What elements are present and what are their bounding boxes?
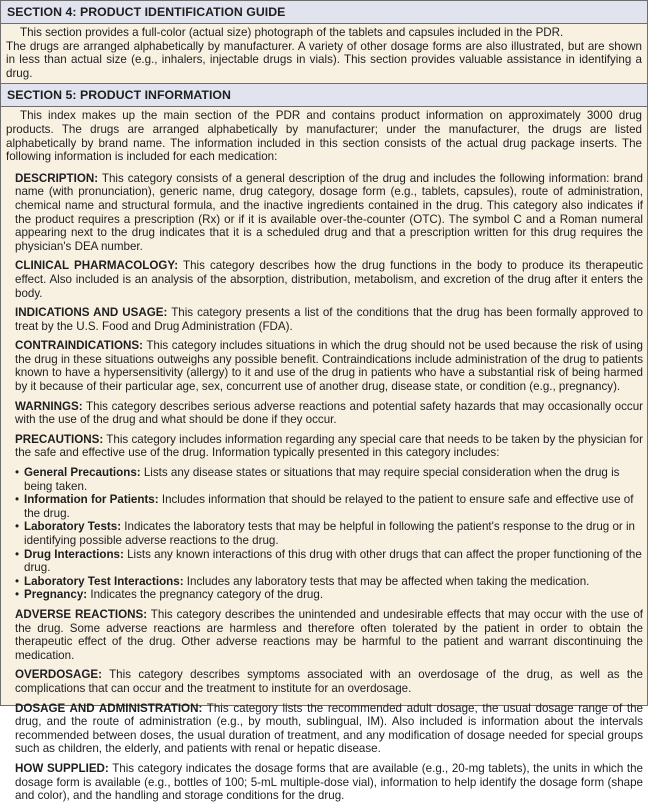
bullet-icon: • xyxy=(15,588,20,602)
entry-contraindications xyxy=(15,339,643,393)
precaution-term: Information for Patients: xyxy=(24,493,159,507)
precaution-text: Lists any known interactions of this drug with other drugs that can affect the proper functioning of the drug. xyxy=(24,547,642,575)
entry-text: This category indicates the dosage forms that are available (e.g., 20-mg tablets), the units in which the dosage form is available (e.g., bottles of 100; 5-mL multiple-dose vial), information to help identify the dosage form (shape and color), and the handling and storage conditions for the drug. xyxy=(15,761,643,803)
section-5-entries xyxy=(1,167,647,803)
precaution-text: Indicates the pregnancy category of the drug. xyxy=(87,588,324,602)
bullet-icon: • xyxy=(15,574,20,588)
precaution-term: Laboratory Test Interactions: xyxy=(24,574,184,588)
entry-text: This category describes how the drug functions in the body to produce its therapeutic effect. Also included is an analysis of the absorption, distribution, metabolism, and excretion of the drug after it enters the body. xyxy=(15,259,644,300)
entry-indications-and-usage xyxy=(15,306,643,333)
precaution-item xyxy=(15,575,643,589)
precaution-item xyxy=(15,493,643,520)
entry-text: This category consists of a general description of the drug and includes the following information: brand name (with pronunciation), generic name, drug category, dosage form (e.g., tablets, capsules), route of administration, chemical name and structural formula, and the inactive ingredients contained in the drug. This category also indicates if the product requires a prescription (Rx) or if it is available over-the-counter (OTC). The symbol C and a Roman numeral appearing next to the drug indicates that it is a scheduled drug and that a prescription written for this drug requires the physician's DEA number. xyxy=(15,171,643,253)
precaution-text: Includes any laboratory tests that may be affected when taking the medication. xyxy=(183,574,590,588)
entry-term: DESCRIPTION: xyxy=(15,171,99,185)
section-4-body xyxy=(1,24,647,83)
precautions-list xyxy=(15,466,643,602)
entry-text: This category lists the recommended adult dosage, the usual dosage range of the drug, and the route of administration (e.g., by mouth, sublingual, IM). Also included is information about the intervals recommended between doses, the usual duration of treatment, and any modification of dosage needed for special groups such as children, the elderly, and patients with renal or hepatic disease. xyxy=(15,701,643,756)
entry-term: INDICATIONS AND USAGE: xyxy=(15,306,168,320)
bullet-icon: • xyxy=(15,547,20,561)
bullet-icon: • xyxy=(15,493,20,507)
precaution-item xyxy=(15,520,643,547)
bullet-icon: • xyxy=(15,466,20,480)
section-5-intro-block xyxy=(1,107,647,166)
entry-term: WARNINGS: xyxy=(15,399,83,413)
entry-term: DOSAGE AND ADMINISTRATION: xyxy=(15,701,203,715)
precaution-item xyxy=(15,466,643,493)
entry-text: This category includes situations in which the drug should not be used because the risk of using the drug in these situations outweighs any possible benefit. Contraindications include administration of the drug to patients known to have a hypersensitivity (allergy) to it and use of the drug in patients who have a substantial risk of being harmed by it because of their particular age, sex, concurrent use of another drug, disease state, or condition (e.g., pregnancy). xyxy=(15,339,643,394)
entry-text: This category presents a list of the conditions that the drug has been formally approved to treat by the U.S. Food and Drug Administration (FDA). xyxy=(15,306,643,333)
bullet-icon: • xyxy=(15,520,20,534)
entry-text: This category describes symptoms associated with an overdosage of the drug, as well as the complications that can occur and the treatment to institute for an overdosage. xyxy=(15,668,643,695)
entry-how-supplied xyxy=(15,762,643,803)
entry-text: This category includes information regarding any special care that needs to be taken by the physician for the safe and effective use of the drug. Information typically presented in this category includes: xyxy=(15,432,643,460)
precaution-text: Includes information that should be relayed to the patient to ensure safe and effective use of the drug. xyxy=(24,493,634,520)
precaution-term: Drug Interactions: xyxy=(24,547,124,561)
precaution-item xyxy=(15,588,643,602)
entry-clinical-pharmacology xyxy=(15,259,643,300)
precaution-item xyxy=(15,548,643,575)
entry-term: CONTRAINDICATIONS: xyxy=(15,339,143,353)
entry-term: CLINICAL PHARMACOLOGY: xyxy=(15,259,179,273)
precaution-term: Pregnancy: xyxy=(24,588,88,602)
entry-term: ADVERSE REACTIONS: xyxy=(15,607,148,621)
entry-overdosage xyxy=(15,668,643,695)
section-5-heading: SECTION 5: PRODUCT INFORMATION xyxy=(1,83,647,107)
entry-dosage-and-administration xyxy=(15,702,643,756)
entry-term: OVERDOSAGE: xyxy=(15,668,102,682)
entry-term: HOW SUPPLIED: xyxy=(15,761,109,775)
precaution-term: Laboratory Tests: xyxy=(24,520,122,534)
section-4-heading: SECTION 4: PRODUCT IDENTIFICATION GUIDE xyxy=(1,1,647,24)
entry-description xyxy=(15,172,643,254)
entry-text: This category describes the unintended and undesirable effects that may occur with the use of the drug. Some adverse reactions are harmless and therefore often tolerated by the patient in order to obtain the therapeutic effect of the drug. Other adverse reactions may be harmful to the patient and warrant discontinuing the medication. xyxy=(15,607,643,662)
precaution-term: General Precautions: xyxy=(24,466,141,480)
entry-text: This category describes serious adverse reactions and potential safety hazards that may occasionally occur with the use of the drug and what should be done if they occur. xyxy=(15,399,643,427)
entry-term: PRECAUTIONS: xyxy=(15,432,104,446)
section-4-paragraph: This section provides a full-color (actual size) photograph of the tablets and capsules included in the PDR. xyxy=(20,26,564,39)
precaution-text: Indicates the laboratory tests that may be helpful in following the patient's response to the drug or in identifying possible adverse reactions to the drug. xyxy=(24,520,636,547)
entry-precautions xyxy=(15,433,643,460)
section-5-intro: This index makes up the main section of the PDR and contains product information on approximately 3000 drug products. The drugs are arranged alphabetically by manufacturer; under the manufacturer, the drugs are listed alphabetically by brand name. The information included in this section consists of the actual drug package inserts. The following information is included for each medication: xyxy=(6,109,642,164)
precaution-text: Lists any disease states or situations that may require special consideration when the drug is being taken. xyxy=(24,466,620,493)
entry-adverse-reactions xyxy=(15,608,643,662)
entry-warnings xyxy=(15,400,643,427)
section-4-paragraph: The drugs are arranged alphabetically by manufacturer. A variety of other dosage forms are also illustrated, but are shown in less than actual size (e.g., inhalers, injectable drugs in vials). This section provides valuable assistance in identifying a drug. xyxy=(6,39,642,80)
